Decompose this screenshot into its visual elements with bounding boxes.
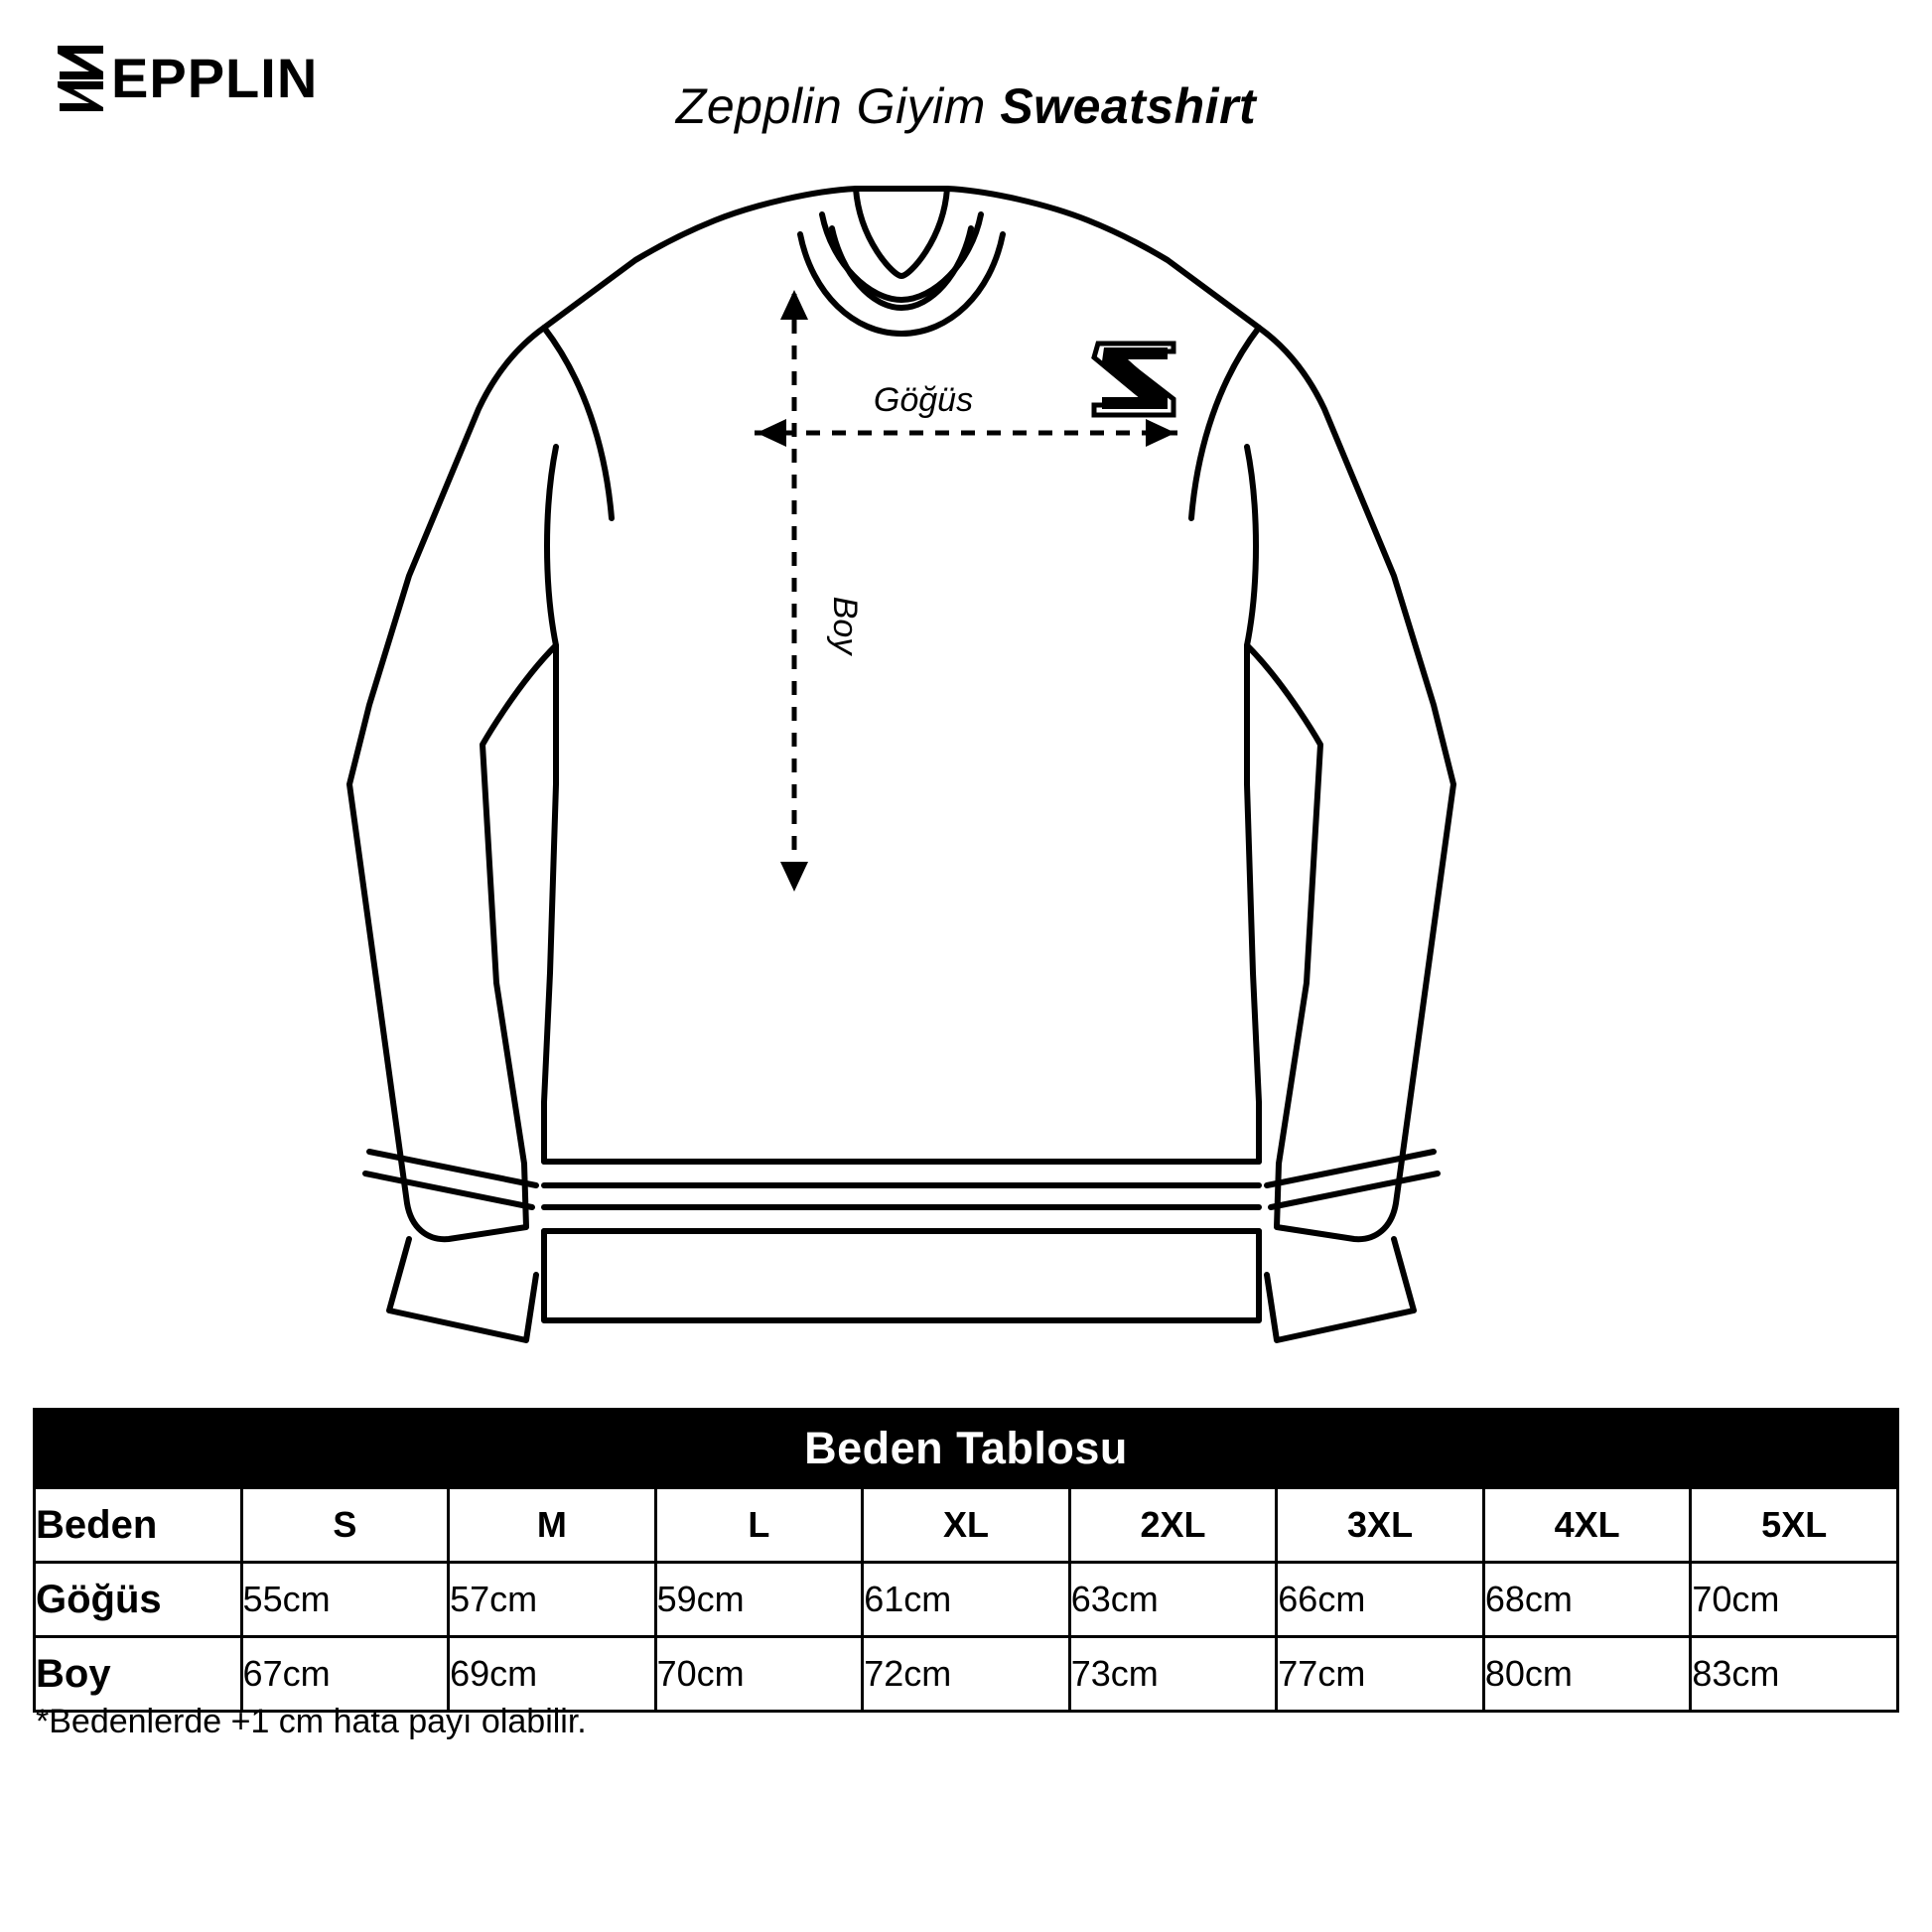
cell-boy-2xl: 73cm	[1069, 1637, 1277, 1712]
cell-gogus-5xl: 70cm	[1691, 1563, 1898, 1637]
sweatshirt-drawing	[0, 149, 1932, 1370]
table-header-size-m: M	[449, 1488, 656, 1563]
cell-boy-3xl: 77cm	[1277, 1637, 1484, 1712]
table-header-size-3xl: 3XL	[1277, 1488, 1484, 1563]
zepplin-z-chest-logo-icon	[1094, 344, 1173, 415]
table-header-size-4xl: 4XL	[1483, 1488, 1691, 1563]
size-table	[33, 1408, 1899, 1713]
table-header-size-s: S	[241, 1488, 449, 1563]
cell-gogus-xl: 61cm	[863, 1563, 1070, 1637]
table-header-size-xl: XL	[863, 1488, 1070, 1563]
cell-gogus-s: 55cm	[241, 1563, 449, 1637]
row-label-gogus: Göğüs	[35, 1563, 242, 1637]
chest-measure-label: Göğüs	[873, 381, 974, 419]
table-row	[35, 1637, 1898, 1712]
table-title: Beden Tablosu	[35, 1410, 1898, 1488]
cell-gogus-2xl: 63cm	[1069, 1563, 1277, 1637]
brand-name: EPPLIN	[111, 47, 319, 109]
size-table-wrapper	[33, 1408, 1899, 1713]
cell-boy-xl: 72cm	[863, 1637, 1070, 1712]
page-title	[0, 77, 1932, 135]
table-header-beden: Beden	[35, 1488, 242, 1563]
garment-illustration	[0, 149, 1932, 1370]
table-header-size-5xl: 5XL	[1691, 1488, 1898, 1563]
page-title-bold: Sweatshirt	[1000, 78, 1257, 134]
table-header-size-l: L	[655, 1488, 863, 1563]
cell-boy-5xl: 83cm	[1691, 1637, 1898, 1712]
length-measure-arrow	[780, 290, 808, 892]
table-header-row	[35, 1488, 1898, 1563]
cell-gogus-3xl: 66cm	[1277, 1563, 1484, 1637]
table-header-size-2xl: 2XL	[1069, 1488, 1277, 1563]
cell-gogus-4xl: 68cm	[1483, 1563, 1691, 1637]
table-title-row	[35, 1410, 1898, 1488]
cell-gogus-m: 57cm	[449, 1563, 656, 1637]
cell-gogus-l: 59cm	[655, 1563, 863, 1637]
cell-boy-s: 67cm	[241, 1637, 449, 1712]
cell-boy-4xl: 80cm	[1483, 1637, 1691, 1712]
cell-boy-l: 70cm	[655, 1637, 863, 1712]
size-tolerance-note: *Bedenlerde +1 cm hata payı olabilir.	[36, 1703, 587, 1740]
page-title-light: Zepplin Giyim	[675, 78, 1001, 134]
row-label-boy: Boy	[35, 1637, 242, 1712]
chest-measure-arrow	[755, 419, 1177, 447]
length-measure-label: Boy	[826, 596, 864, 655]
cell-boy-m: 69cm	[449, 1637, 656, 1712]
table-row	[35, 1563, 1898, 1637]
